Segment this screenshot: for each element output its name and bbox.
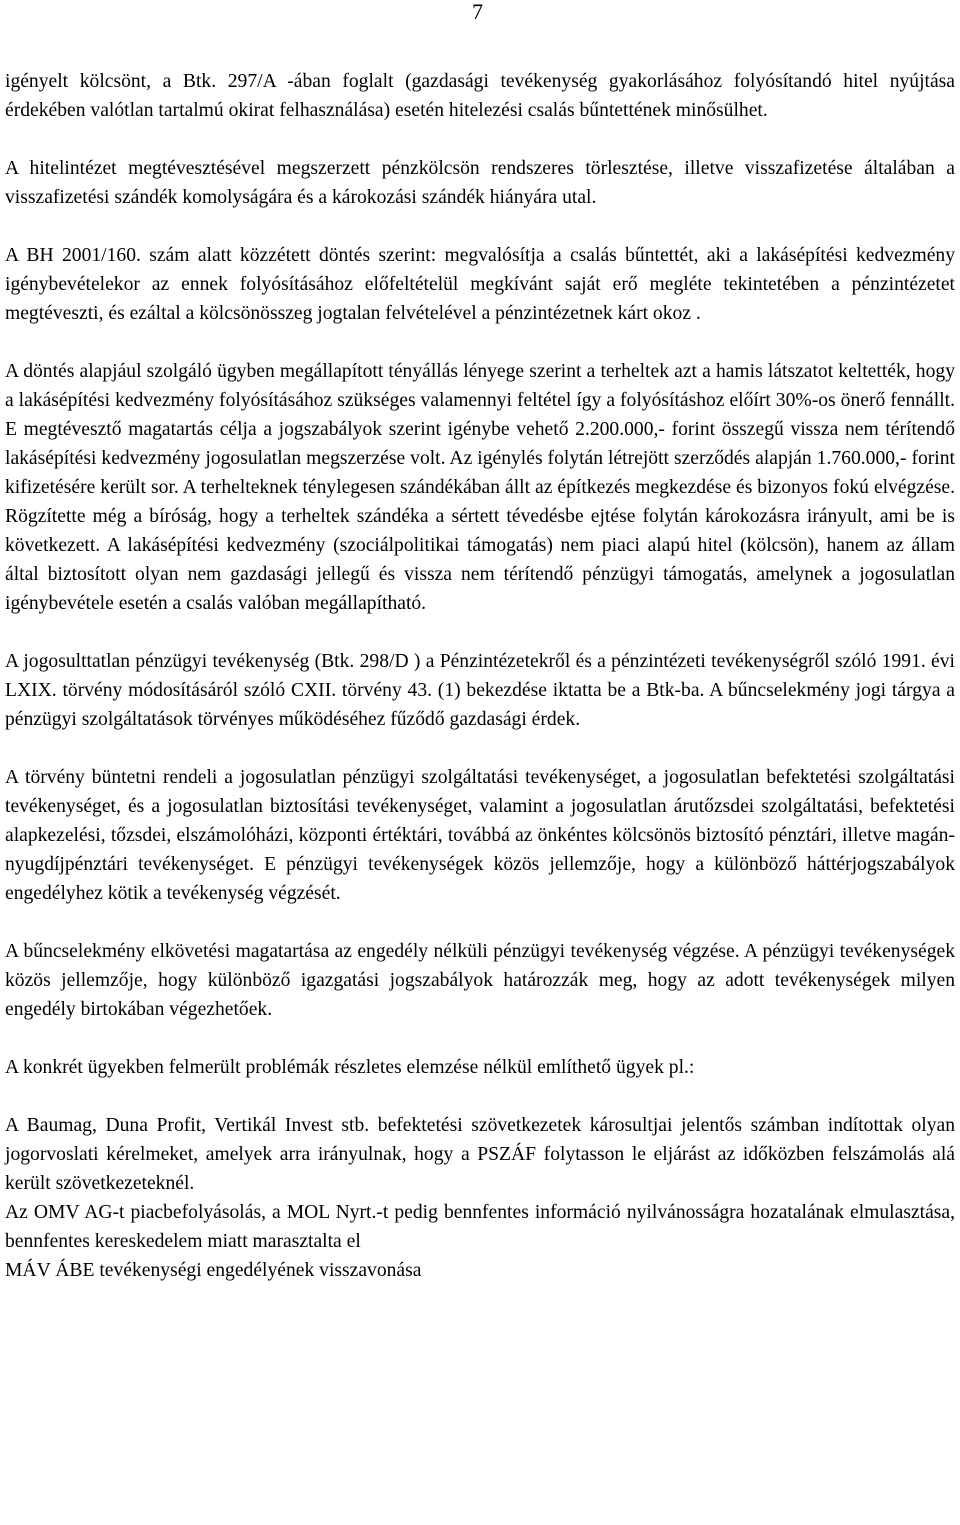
- paragraph-6: A törvény büntetni rendeli a jogosulatlan pénzügyi szolgáltatási tevékenységet, a jogosulatlan befektetési szolgáltatási tevékenységet, és a jogosulatlan biztosítási tevékenységet, valamint a jogosulatlan árutőzsdei szolgáltatási, befektetési alapkezelési, tőzsdei, elszámolóházi, központi értéktári, továbbá az önkéntes kölcsönös biztosító pénztári, illetve magán-nyugdíjpénztári tevékenységet. E pénzügyi tevékenységek közös jellemzője, hogy a különböző háttérjogszabályok engedélyhez kötik a tevékenység végzését.: [5, 767, 955, 904]
- page-number: 7: [472, 0, 483, 24]
- paragraph-7: A bűncselekmény elkövetési magatartása az engedély nélküli pénzügyi tevékenység végzése. A pénzügyi tevékenységek közös jellemzője, hogy különböző igazgatási jogszabályok határozzák meg, hogy az adott tevékenységek milyen engedély birtokában végezhetőek.: [5, 941, 955, 1020]
- paragraph-8: A konkrét ügyekben felmerült problémák részletes elemzése nélkül említhető ügyek pl.:: [5, 1057, 695, 1078]
- paragraph-10: Az OMV AG-t piacbefolyásolás, a MOL Nyrt.-t pedig bennfentes információ nyilvánosságra hozatalának elmulasztása, bennfentes kereskedelem miatt marasztalta el: [5, 1202, 955, 1252]
- paragraph-3: A BH 2001/160. szám alatt közzétett döntés szerint: megvalósítja a csalás bűntettét, aki a lakásépítési kedvezmény igénybevételekor az ennek folyósításához előfeltételül megkívánt saját erő megléte tekintetében a pénzintézetet megtéveszti, és ezáltal a kölcsönösszeg jogtalan felvételével a pénzintézetnek kárt okoz .: [5, 245, 955, 324]
- paragraph-2: A hitelintézet megtévesztésével megszerzett pénzkölcsön rendszeres törlesztése, illetve visszafizetése általában a visszafizetési szándék komolyságára és a károkozási szándék hiányára utal.: [5, 158, 955, 208]
- document-body: [5, 67, 955, 1285]
- paragraph-1: igényelt kölcsönt, a Btk. 297/A -ában foglalt (gazdasági tevékenység gyakorlásához folyósítandó hitel nyújtása érdekében valótlan tartalmú okirat felhasználása) esetén hitelezési csalás bűntettének minősülhet.: [5, 71, 955, 121]
- paragraph-4: A döntés alapjául szolgáló ügyben megállapított tényállás lényege szerint a terheltek azt a hamis látszatot keltették, hogy a lakásépítési kedvezmény folyósításához szükséges valamennyi feltétel így a folyósításhoz előírt 30%-os önerő fennállt. E megtévesztő magatartás célja a jogszabályok szerint igénybe vehető 2.200.000,- forint összegű vissza nem térítendő lakásépítési kedvezmény jogosulatlan megszerzése volt. Az igénylés folytán létrejött szerződés alapján 1.760.000,- forint kifizetésére került sor. A terhelteknek ténylegesen szándékában állt az építkezés megkezdése és bizonyos fokú elvégzése. Rögzítette még a bíróság, hogy a terheltek szándéka a sértett tévedésbe ejtése folytán károkozásra irányult, ami be is következett. A lakásépítési kedvezmény (szociálpolitikai támogatás) nem piaci alapú hitel (kölcsön), hanem az állam által biztosított olyan nem gazdasági jellegű és vissza nem térítendő pénzügyi támogatás, amelynek a jogosulatlan igénybevétele esetén a csalás valóban megállapítható.: [5, 361, 955, 614]
- paragraph-9: A Baumag, Duna Profit, Vertikál Invest stb. befektetési szövetkezetek károsultjai jelentős számban indítottak olyan jogorvoslati kérelmeket, amelyek arra irányulnak, hogy a PSZÁF folytasson le eljárást az időközben felszámolás alá került szövetkezeteknél.: [5, 1115, 955, 1194]
- paragraph-5: A jogosulttatlan pénzügyi tevékenység (Btk. 298/D ) a Pénzintézetekről és a pénzintézeti tevékenységről szóló 1991. évi LXIX. törvény módosításáról szóló CXII. törvény 43. (1) bekezdése iktatta be a Btk-ba. A bűncselekmény jogi tárgya a pénzügyi szolgáltatások törvényes működéséhez fűződő gazdasági érdek.: [5, 651, 955, 730]
- paragraph-11: MÁV ÁBE tevékenységi engedélyének visszavonása: [5, 1260, 422, 1281]
